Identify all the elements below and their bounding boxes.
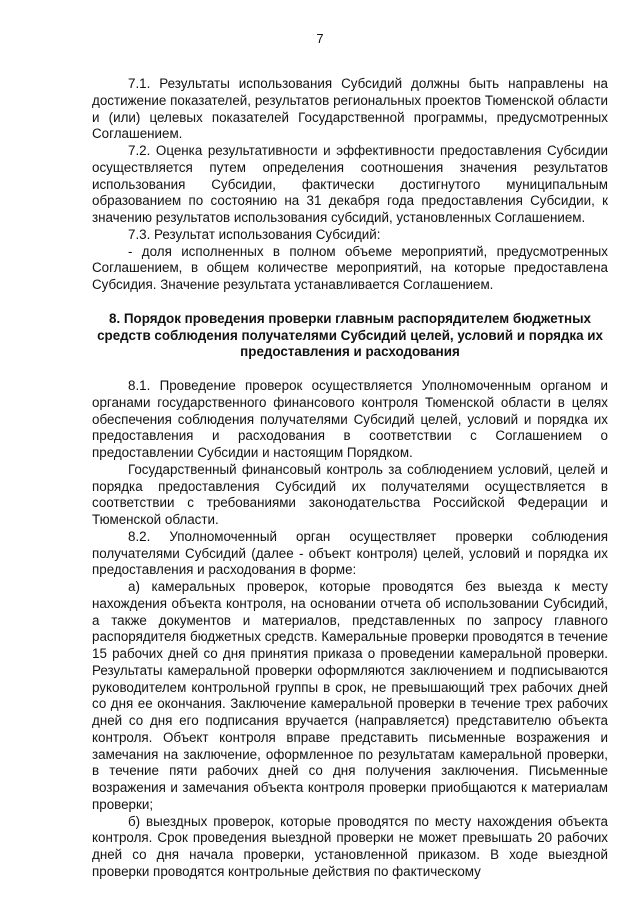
paragraph-8-2: 8.2. Уполномоченный орган осуществляет проверки соблюдения получателями Субсидий (далее - объект контроля) целей, условий и порядка их предоставления и расходования в форме: — [92, 528, 608, 578]
document-body — [92, 76, 608, 881]
paragraph-7-3-item: - доля исполненных в полном объеме мероприятий, предусмотренных Соглашением, в общем количестве мероприятий, на которые предоставлена Субсидия. Значение результата устанавливается Соглашением. — [92, 243, 608, 292]
page-number: 7 — [316, 31, 324, 46]
paragraph-8-1-control: Государственный финансовый контроль за соблюдением условий, целей и порядка предоставления Субсидий их получателями осуществляется в соответствии с требованиями законодательства Российской Федерации и Тюменской области. — [92, 461, 608, 527]
paragraph-8-1: 8.1. Проведение проверок осуществляется Уполномоченным органом и органами государственного финансового контроля Тюменской области в целях обеспечения соблюдения получателями Субсидий целей, условий и порядка их предоставления и расходования в соответствии с Соглашением о предоставлении Субсидии и настоящим Порядком. — [92, 378, 608, 460]
paragraph-8-2-b: б) выездных проверок, которые проводятся по месту нахождения объекта контроля. Срок проведения выездной проверки не может превышать 20 рабочих дней со дня начала проверки, установленной приказом. В ходе выездной проверки проводятся контрольные действия по фактическому — [92, 813, 608, 879]
paragraph-8-2-a: а) камеральных проверок, которые проводятся без выезда к месту нахождения объекта контроля, на основании отчета об использовании Субсидий, а также документов и материалов, представленных по запросу главного распорядителя бюджетных средств. Камеральные проверки проводятся в течение 15 рабочих дней со дня принятия приказа о проведении камеральной проверки. Результаты камеральной проверки оформляются заключением и подписываются руководителем контрольной группы в срок, не превышающий трех рабочих дней со дня ее окончания. Заключение камеральной проверки в течение трех рабочих дней со дня его подписания вручается (направляется) представителю объекта контроля. Объект контроля вправе представить письменные возражения и замечания на заключение, оформленное по результатам камеральной проверки, в течение пяти рабочих дней со дня получения заключения. Письменные возражения и замечания объекта контроля проверки приобщаются к материалам проверки; — [92, 579, 608, 812]
paragraph-7-3: 7.3. Результат использования Субсидий: — [128, 226, 381, 242]
paragraph-7-1: 7.1. Результаты использования Субсидий должны быть направлены на достижение показателей, результатов региональных проектов Тюменской области и (или) целевых показателей Государственной программы, предусмотренных Соглашением. — [92, 76, 608, 142]
section-8-heading: 8. Порядок проведения проверки главным распорядителем бюджетных средств соблюдения получателями Субсидий целей, условий и порядка их предоставления и расходования — [97, 310, 603, 360]
paragraph-7-2: 7.2. Оценка результативности и эффективности предоставления Субсидии осуществляется путем определения соотношения значения результатов использования Субсидии, фактически достигнутого муниципальным образованием по состоянию на 31 декабря года предоставления Субсидии, к значению результатов использования субсидий, установленных Соглашением. — [92, 143, 608, 225]
